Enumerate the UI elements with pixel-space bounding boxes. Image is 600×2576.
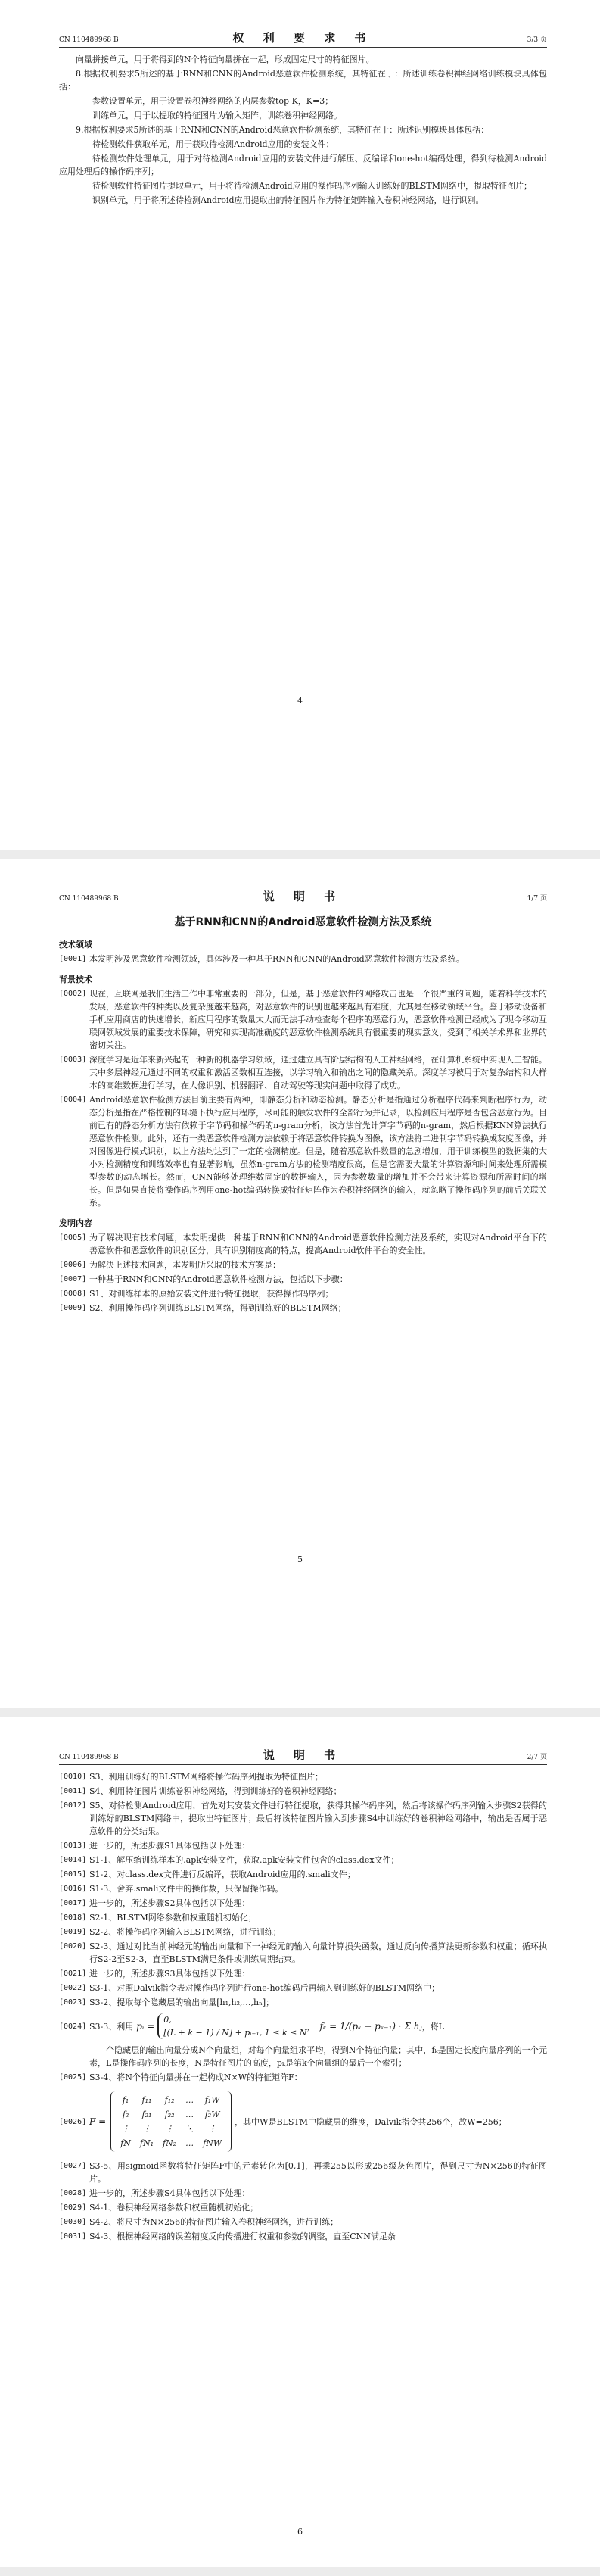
- invention-title: 基于RNN和CNN的Android恶意软件检测方法及系统: [174, 916, 432, 928]
- paragraph-number: [0007]: [59, 1275, 87, 1283]
- numbered-paragraph: [59, 1854, 547, 1867]
- claim-paragraph: 参数设置单元，用于设置卷积神经网络的内层参数top K，K=3；: [92, 96, 334, 106]
- matrix-cell: ⋮: [208, 2124, 217, 2134]
- matrix-cell: f₁₂: [164, 2095, 175, 2105]
- paragraph-text: S3-4、将N个特征向量拼在一起构成N×W的特征矩阵F：: [89, 2072, 303, 2082]
- paragraph-number: [0024]: [59, 2022, 87, 2031]
- claim-paragraph: 向量拼接单元，用于将得到的N个特征向量拼在一起，形成固定尺寸的特征图片。: [76, 55, 375, 64]
- paragraph-number: [0019]: [59, 1928, 87, 1936]
- paragraph-number: [0004]: [59, 1096, 87, 1104]
- matrix-cell: f₂₂: [164, 2110, 175, 2119]
- formula-lead-text: S3-3、利用: [89, 2021, 134, 2032]
- page-footer-number: 4: [297, 696, 303, 706]
- matrix-paragraph: [59, 2091, 547, 2152]
- description-body: [59, 912, 547, 1316]
- matrix-cell: f₁₁: [141, 2095, 152, 2105]
- numbered-paragraph: [59, 987, 547, 1052]
- claim-paragraph: 训练单元，用于以提取的特征图片为输入矩阵，训练卷积神经网络。: [92, 111, 342, 120]
- matrix-note: ，其中W是BLSTM中隐藏层的维度，Dalvik指令共256个，故W=256；: [235, 2116, 507, 2127]
- paragraph-number: [0023]: [59, 1998, 87, 2007]
- paragraph-number: [0014]: [59, 1856, 87, 1864]
- paragraph-text: S4、利用特征图片训练卷积神经网络，得到训练好的卷积神经网络；: [89, 1786, 342, 1796]
- numbered-paragraph: [59, 1231, 547, 1257]
- numbered-paragraph: [59, 1273, 547, 1286]
- page-indicator: 1/7 页: [527, 895, 547, 903]
- paragraph-text: Android恶意软件检测方法目前主要有两种，即静态分析和动态检测。静态分析是指通过分析程序代码来判断程序行为，动态分析是指在严格控制的环境下执行应用程序，尽可能的触发软件的全部行为并记录，以检测应用程序是否包含恶意行为。目前已有的静态分析方法有依赖于字节码和操作码的n-gram分析，该方法首先计算字节码的n-gram，然后根据KNN算法执行恶意软件检测。此外，还有一类恶意软件检测方法依赖于将恶意软件转换为图像，该方法将二进制字节码转换成灰度图像，并对图像进行模式识别，以上方法均达到了一定的检测精度。但是，随着恶意软件数量的急剧增加，用于训练模型的数据集的大小对检测精度和训练效率也有显著影响，虽然n-gram方法的检测精度很高，但是它需要大量的计算资源和时间来处理所需模型参数的动态增长。然而，CNN能够处理维数固定的数据输入，因为参数数量的增加并不会带来计算资源和所需时间的增长。但是如果直接将操作码序列用one-hot编码转换成特征矩阵作为卷积神经网络的输入，就忽略了操作码序列的前后关联关系。: [89, 1095, 547, 1208]
- matrix-cell: f₁: [122, 2095, 129, 2105]
- paragraph-number: [0015]: [59, 1870, 87, 1879]
- paragraph-text: S2-1、BLSTM网络参数和权重随机初始化；: [89, 1913, 256, 1923]
- page-header: [59, 27, 547, 48]
- paragraph-number: [0011]: [59, 1787, 87, 1795]
- paragraph-text: S3-1、对照Dalvik指令表对操作码序列进行one-hot编码后再输入到训练好的BLSTM网络中；: [89, 1983, 440, 1993]
- paragraph-number: [0003]: [59, 1056, 87, 1064]
- claim-paragraph: 待检测软件处理单元，用于对待检测Android应用的安装文件进行解压、反编译和one-hot编码处理，得到待检测Android应用处理后的操作码序列；: [59, 154, 547, 176]
- patent-number: CN 110489968 B: [59, 1754, 119, 1761]
- numbered-paragraph: [59, 1926, 547, 1938]
- numbered-paragraph: [59, 1911, 547, 1924]
- formula-case-2: ⌊(L + k − 1) / N⌋ + pᵢ₋₁, 1 ≤ k ≤ N: [163, 2028, 307, 2038]
- paragraph-text: 一种基于RNN和CNN的Android恶意软件检测方法，包括以下步骤：: [89, 1274, 348, 1284]
- page-header: [59, 1745, 547, 1765]
- numbered-paragraph: [59, 2230, 547, 2243]
- numbered-paragraph: [59, 1287, 547, 1300]
- section-heading: 背景技术: [59, 975, 92, 984]
- numbered-paragraph: [59, 1770, 547, 1783]
- paragraph-text: S1、对训练样本的原始安装文件进行特征提取，获得操作码序列；: [89, 1289, 334, 1299]
- numbered-paragraph: [59, 1093, 547, 1209]
- numbered-paragraph: [59, 1785, 547, 1798]
- page-footer-number: 6: [297, 2527, 303, 2537]
- page-header: [59, 886, 547, 906]
- paragraph-number: [0031]: [59, 2232, 87, 2241]
- matrix-cell: f₂: [122, 2110, 129, 2119]
- matrix-cell: ⋮: [165, 2124, 174, 2134]
- page-footer-number: 5: [297, 1555, 303, 1564]
- continuation-paragraph: [59, 2044, 547, 2069]
- paragraph-text: S3-5、用sigmoid函数将特征矩阵F中的元素转化为[0,1]，再乘255以形成256级灰色图片，得到尺寸为N×256的特征图片。: [89, 2161, 547, 2184]
- claim-paragraph: 待检测软件获取单元，用于获取待检测Android应用的安装文件；: [92, 139, 334, 149]
- matrix-cell: ⋱: [185, 2124, 194, 2134]
- paragraph-number: [0017]: [59, 1899, 87, 1907]
- paragraph-text: S2-3、通过对比当前神经元的输出向量和下一神经元的输入向量计算损失函数，通过反向传播算法更新参数和权重；循环执行S2-2至S2-3，直至BLSTM满足条件或训练周期结束。: [89, 1941, 547, 1964]
- formula-paragraph: [59, 2013, 547, 2039]
- matrix-cell: ⋮: [121, 2124, 130, 2134]
- paragraph-text: S5、对待检测Android应用，首先对其安装文件进行特征提取，获得其操作码序列，然后将该操作码序列输入步骤S2获得的训练好的BLSTM网络中，提取出特征图片；最后将该特征图片输入到步骤S4中训练好的卷积神经网络中，输出是否属于恶意软件的分类结果。: [89, 1801, 547, 1836]
- paragraph-text: 进一步的，所述步骤S3具体包括以下处理：: [89, 1969, 250, 1979]
- paragraph-text: S3、利用训练好的BLSTM网络将操作码序列提取为特征图片；: [89, 1772, 324, 1782]
- paragraph-number: [0012]: [59, 1801, 87, 1810]
- claims-body: [59, 53, 547, 208]
- numbered-paragraph: [59, 1982, 547, 1994]
- paragraph-number: [0027]: [59, 2162, 87, 2170]
- patent-page-1: [0, 0, 600, 850]
- matrix-cell: ⋮: [142, 2124, 151, 2134]
- paragraph-number: [0013]: [59, 1842, 87, 1850]
- numbered-paragraph: [59, 1897, 547, 1910]
- numbered-paragraph: [59, 2216, 547, 2228]
- paragraph-text: 进一步的，所述步骤S1具体包括以下处理：: [89, 1841, 250, 1851]
- paragraph-number: [0005]: [59, 1233, 87, 1242]
- matrix-cell: fN: [120, 2138, 131, 2148]
- matrix-cell: …: [185, 2138, 194, 2148]
- patent-number: CN 110489968 B: [59, 36, 119, 44]
- formula-tail-text: ，将L: [421, 2021, 444, 2032]
- matrix-cell: …: [185, 2095, 194, 2105]
- paragraph-text: 本发明涉及恶意软件检测领域，具体涉及一种基于RNN和CNN的Android恶意软件检测方法及系统。: [89, 954, 465, 964]
- numbered-paragraph: [59, 1799, 547, 1838]
- formula-f-definition: fₖ = 1/(pₖ − pₖ₋₁) · Σ hⱼ: [319, 2020, 422, 2032]
- paragraph-number: [0022]: [59, 1984, 87, 1992]
- paragraph-number: [0018]: [59, 1913, 87, 1922]
- matrix-cell: f₂₁: [141, 2110, 152, 2119]
- matrix-cell: fN₂: [163, 2138, 177, 2148]
- paragraph-number: [0010]: [59, 1773, 87, 1781]
- paragraph-text: S4-1、卷积神经网络参数和权重随机初始化；: [89, 2203, 259, 2213]
- paragraph-text: 个隐藏层的输出向量分成N个向量组，对每个向量组求平均，得到N个特征向量；其中，fₖ是固定长度向量序列的一个元素，L是操作码序列的长度，N是特征图片的高度，pₖ是第k个向量组的最后一个索引；: [89, 2045, 547, 2068]
- paragraph-number: [0009]: [59, 1304, 87, 1312]
- paragraph-text: 为解决上述技术问题，本发明所采取的技术方案是：: [89, 1260, 281, 1270]
- claim-paragraph: 待检测软件特征图片提取单元，用于将待检测Android应用的操作码序列输入训练好的BLSTM网络中，提取特征图片；: [92, 181, 533, 191]
- numbered-paragraph: [59, 1302, 547, 1315]
- matrix-cell: f₁W: [204, 2095, 220, 2105]
- patent-page-2: [0, 859, 600, 1708]
- paragraph-number: [0026]: [59, 2117, 87, 2126]
- paragraph-text: 深度学习是近年来新兴起的一种新的机器学习领域，通过建立具有阶层结构的人工神经网络，在计算机系统中实现人工智能。其中多层神经元通过不同的权重和激活函数相互连接，以学习输入和输出之间的隐藏关系。深度学习被用于对复杂结构和大样本的高维数据进行学习，在人像识别、机器翻译、自动驾驶等现实问题中取得了成功。: [89, 1055, 547, 1090]
- paragraph-number: [0025]: [59, 2073, 87, 2082]
- formula-case-1: 0,: [163, 2015, 172, 2025]
- matrix-cell: f₂W: [204, 2110, 220, 2119]
- paragraph-number: [0020]: [59, 1942, 87, 1951]
- numbered-paragraph: [59, 1868, 547, 1881]
- claim-paragraph: 9.根据权利要求5所述的基于RNN和CNN的Android恶意软件检测系统，其特征在于：所述识别模块具体包括：: [76, 125, 490, 135]
- formula-separator: ，: [306, 2021, 316, 2032]
- paragraph-number: [0001]: [59, 955, 87, 963]
- paragraph-number: [0030]: [59, 2218, 87, 2226]
- patent-number: CN 110489968 B: [59, 895, 119, 903]
- paragraph-text: 现在，互联网是我们生活工作中非常重要的一部分，但是，基于恶意软件的网络攻击也是一个很严重的问题，随着科学技术的发展，恶意软件的种类以及复杂度越来越高，对恶意软件的识别也越来越具有难度，尤其是在移动领域平台。鉴于移动设备和手机应用商店的快速增长，新应用程序的数量太大而无法手动检查每个程序的恶意行为，恶意软件检测已经成为了现今移动互联网领域发展的重要技术保障，研究和实现高准确度的恶意软件检测系统具有很重要的现实意义，受到了相关学术界和业界的密切关注。: [89, 989, 547, 1050]
- section-heading: 发明内容: [59, 1218, 92, 1228]
- paragraph-text: S3-2、提取每个隐藏层的输出向量[h₁,h₂,…,hₙ]；: [89, 1997, 275, 2007]
- claim-paragraph: 8.根据权利要求5所述的基于RNN和CNN的Android恶意软件检测系统，其特征在于：所述训练卷积神经网络训练模块具体包括：: [59, 69, 547, 92]
- numbered-paragraph: [59, 1839, 547, 1852]
- numbered-paragraph: [59, 953, 547, 965]
- numbered-paragraph: [59, 1258, 547, 1271]
- numbered-paragraph: [59, 1967, 547, 1980]
- numbered-paragraph: [59, 2187, 547, 2200]
- numbered-paragraph: [59, 2071, 547, 2084]
- paragraph-text: S4-2、将尺寸为N×256的特征图片输入卷积神经网络，进行训练；: [89, 2217, 339, 2227]
- page-indicator: 3/3 页: [527, 36, 547, 44]
- numbered-paragraph: [59, 1996, 547, 2009]
- paragraph-number: [0002]: [59, 990, 87, 998]
- claim-paragraph: 识别单元，用于将所述待检测Android应用提取出的特征图片作为特征矩阵输入卷积神经网络，进行识别。: [92, 195, 484, 205]
- numbered-paragraph: [59, 1882, 547, 1895]
- paragraph-number: [0029]: [59, 2203, 87, 2212]
- piecewise-formula: [157, 2013, 306, 2039]
- section-heading: 技术领域: [59, 940, 92, 950]
- paragraph-text: 进一步的，所述步骤S4具体包括以下处理：: [89, 2188, 250, 2198]
- section-title: 权 利 要 求 书: [232, 31, 374, 45]
- paragraph-text: S2-2、将操作码序列输入BLSTM网络，进行训练；: [89, 1927, 281, 1937]
- description-body: [59, 1770, 547, 2244]
- paragraph-text: S1-1、解压缩训练样本的.apk安装文件，获取.apk安装文件包含的class.dex文件；: [89, 1855, 399, 1865]
- paragraph-text: S2、利用操作码序列训练BLSTM网络，得到训练好的BLSTM网络；: [89, 1303, 347, 1313]
- matrix-cell: fNW: [203, 2138, 222, 2148]
- paragraph-number: [0008]: [59, 1290, 87, 1298]
- paragraph-text: S1-3、舍弃.smali文件中的操作数，只保留操作码。: [89, 1884, 284, 1894]
- section-title: 说 明 书: [263, 890, 344, 903]
- paragraph-text: S1-2、对class.dex文件进行反编译，获取Android应用的.smali文件；: [89, 1870, 356, 1879]
- numbered-paragraph: [59, 1053, 547, 1092]
- section-title: 说 明 书: [263, 1748, 344, 1762]
- feature-matrix: [110, 2091, 232, 2152]
- matrix-label: F =: [89, 2116, 107, 2127]
- paragraph-number: [0021]: [59, 1969, 87, 1978]
- paragraph-number: [0006]: [59, 1261, 87, 1269]
- page-indicator: 2/7 页: [527, 1754, 547, 1761]
- numbered-paragraph: [59, 1940, 547, 1966]
- formula-lhs: pᵢ =: [136, 2020, 155, 2032]
- paragraph-text: S4-3、根据神经网络的误差精度反向传播进行权重和参数的调整，直至CNN满足条: [89, 2231, 396, 2241]
- matrix-cell: …: [185, 2110, 194, 2119]
- paragraph-number: [0016]: [59, 1885, 87, 1893]
- paragraph-text: 进一步的，所述步骤S2具体包括以下处理：: [89, 1898, 250, 1908]
- patent-page-3: [0, 1717, 600, 2567]
- numbered-paragraph: [59, 2160, 547, 2185]
- paragraph-text: 为了解决现有技术问题，本发明提供一种基于RNN和CNN的Android恶意软件检测方法及系统，实现对Android平台下的善意软件和恶意软件的识别区分，具有识别精度高的特点，提高Android软件平台的安全性。: [89, 1233, 547, 1255]
- numbered-paragraph: [59, 2201, 547, 2214]
- matrix-cell: fN₁: [139, 2138, 154, 2148]
- paragraph-number: [0028]: [59, 2189, 87, 2197]
